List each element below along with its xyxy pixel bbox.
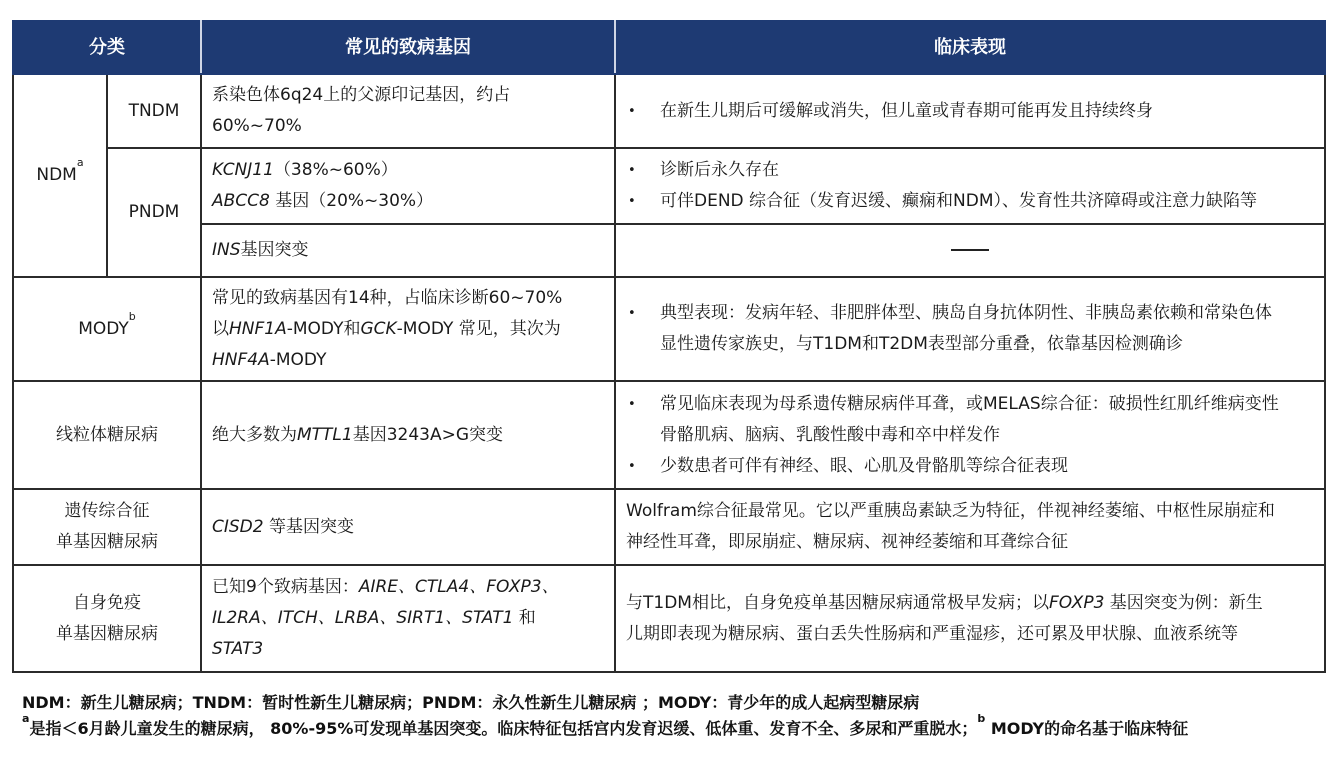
monogenic-diabetes-table [12, 20, 1326, 673]
table-row [13, 489, 1325, 565]
bullet-item: • 常见临床表现为母系遗传糖尿病伴耳聋，或MELAS综合征：破损性红肌纤维病变性 骨骼肌病、脑病、乳酸性酸中毒和卒中样发作 [626, 389, 1314, 451]
ndm-label: NDM [36, 165, 77, 185]
tndm-genes: 系染色体6q24上的父源印记基因，约占 60%~70% [201, 74, 615, 148]
pndm-label: PNDM [107, 148, 201, 277]
table-row [13, 381, 1325, 489]
mody-clinical [615, 277, 1325, 381]
ins-clinical-empty [615, 224, 1325, 277]
table-row [13, 277, 1325, 381]
bullet-item: • 诊断后永久存在 [626, 155, 1314, 186]
footnote-definitions: $^a$是指＜6月龄儿童发生的糖尿病， 80%-95%可发现单基因突变。临床特征包括宫内发育迟缓、低体重、发育不全、多尿和严重脱水；$^b$ MODY的命名基于临床特征 [22, 712, 1189, 738]
mody-footnote-mark: b [128, 309, 136, 323]
header-row [13, 21, 1325, 74]
mito-label: 线粒体糖尿病 [13, 381, 201, 489]
header-genes: 常见的致病基因 [201, 21, 615, 74]
mody-genes: 常见的致病基因有14种，占临床诊断60~70% 以HNF1A-MODY和GCK-MODY 常见，其次为 HNF4A-MODY [201, 277, 615, 381]
pndm-clinical [615, 148, 1325, 224]
ins-genes: INS基因突变 [201, 224, 615, 277]
mito-genes: 绝大多数为MTTL1基因3243A>G突变 [201, 381, 615, 489]
autoimmune-clinical: 与T1DM相比，自身免疫单基因糖尿病通常极早发病；以FOXP3 基因突变为例：新生 儿期即表现为糖尿病、蛋白丢失性肠病和严重湿疹，还可累及甲状腺、血液系统等 [615, 565, 1325, 672]
header-category: 分类 [13, 21, 201, 74]
bullet-item: • 可伴DEND 综合征（发育迟缓、癫痫和NDM）、发育性共济障碍或注意力缺陷等 [626, 186, 1314, 217]
header-clinical: 临床表现 [615, 21, 1325, 74]
autoimmune-label: 自身免疫 单基因糖尿病 [13, 565, 201, 672]
dash-mark [951, 249, 989, 251]
tndm-label: TNDM [107, 74, 201, 148]
table-row [13, 74, 1325, 148]
ndm-footnote-mark: a [76, 156, 84, 169]
mody-label: MODY [78, 318, 129, 339]
pndm-genes: KCNJ11（38%~60%） ABCC8 基因（20%~30%） [201, 148, 615, 224]
hereditary-clinical: Wolfram综合征最常见。它以严重胰岛素缺乏为特征，伴视神经萎缩、中枢性尿崩症和 神经性耳聋，即尿崩症、糖尿病、视神经萎缩和耳聋综合征 [615, 489, 1325, 565]
footnote-abbreviations: NDM：新生儿糖尿病；TNDM：暂时性新生儿糖尿病；PNDM：永久性新生儿糖尿病 ；MODY：青少年的成人起病型糖尿病 [22, 693, 920, 712]
mito-clinical [615, 381, 1325, 489]
table-row [13, 148, 1325, 224]
autoimmune-genes: 已知9个致病基因：AIRE、CTLA4、FOXP3、 IL2RA、ITCH、LRBA、SIRT1、STAT1 和 STAT3 [201, 565, 615, 672]
bullet-item: • 在新生儿期后可缓解或消失，但儿童或青春期可能再发且持续终身 [626, 96, 1314, 127]
hereditary-label: 遗传综合征 单基因糖尿病 [13, 489, 201, 565]
bullet-item: • 少数患者可伴有神经、眼、心肌及骨骼肌等综合征表现 [626, 451, 1314, 482]
ndm-label-cell [13, 74, 107, 277]
hereditary-genes: CISD2 等基因突变 [201, 489, 615, 565]
bullet-item: • 典型表现：发病年轻、非肥胖体型、胰岛自身抗体阴性、非胰岛素依赖和常染色体 显性遗传家族史，与T1DM和T2DM表型部分重叠，依靠基因检测确诊 [626, 298, 1314, 360]
table-row [13, 224, 1325, 277]
tndm-clinical [615, 74, 1325, 148]
table-row [13, 565, 1325, 672]
mody-label-cell [13, 277, 201, 381]
